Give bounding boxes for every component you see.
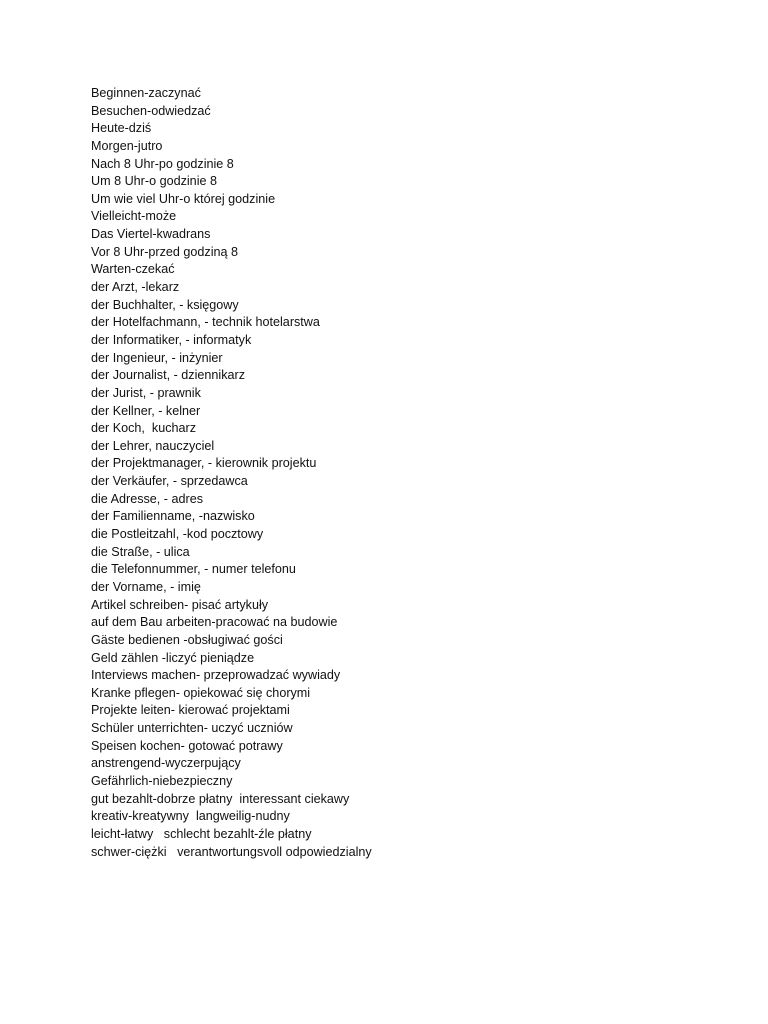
vocabulary-line: Projekte leiten- kierować projektami <box>91 703 290 718</box>
vocabulary-line: Um 8 Uhr-o godzinie 8 <box>91 174 217 189</box>
vocabulary-line: der Projektmanager, - kierownik projektu <box>91 456 317 471</box>
vocabulary-line: der Kellner, - kelner <box>91 403 201 418</box>
vocabulary-line: Kranke pflegen- opiekować się chorymi <box>91 685 311 700</box>
vocabulary-line: Schüler unterrichten- uczyć uczniów <box>91 721 293 736</box>
vocabulary-line: die Straße, - ulica <box>91 544 190 559</box>
vocabulary-line: der Koch, kucharz <box>91 421 196 436</box>
vocabulary-line: Vor 8 Uhr-przed godziną 8 <box>91 244 239 259</box>
vocabulary-line: Artikel schreiben- pisać artykuły <box>91 597 269 612</box>
vocabulary-line: der Informatiker, - informatyk <box>91 332 252 347</box>
vocabulary-line: Heute-dziś <box>91 121 152 136</box>
vocabulary-line: auf dem Bau arbeiten-pracować na budowie <box>91 615 338 630</box>
vocabulary-line: Beginnen-zaczynać <box>91 86 201 100</box>
vocabulary-line: der Vorname, - imię <box>91 579 201 594</box>
vocabulary-line: der Buchhalter, - księgowy <box>91 297 239 312</box>
vocabulary-line: Besuchen-odwiedzać <box>91 103 211 118</box>
vocabulary-line: Nach 8 Uhr-po godzinie 8 <box>91 156 234 171</box>
vocabulary-line: Vielleicht-może <box>91 209 177 224</box>
vocabulary-line: Warten-czekać <box>91 262 175 277</box>
vocabulary-line: Das Viertel-kwadrans <box>91 227 211 242</box>
vocabulary-line: der Journalist, - dziennikarz <box>91 368 245 383</box>
vocabulary-line: schwer-ciężki verantwortungsvoll odpowiedzialny <box>91 844 372 859</box>
vocabulary-line: der Arzt, -lekarz <box>91 280 180 295</box>
vocabulary-line: der Jurist, - prawnik <box>91 385 201 400</box>
vocabulary-line: Gefährlich-niebezpieczny <box>91 773 233 788</box>
vocabulary-line: gut bezahlt-dobrze płatny interessant ciekawy <box>91 791 350 806</box>
vocabulary-line: Morgen-jutro <box>91 138 163 153</box>
vocabulary-line: kreativ-kreatywny langweilig-nudny <box>91 809 290 824</box>
vocabulary-line: der Lehrer, nauczyciel <box>91 438 215 453</box>
vocabulary-line: der Familienname, -nazwisko <box>91 509 255 524</box>
vocabulary-line: leicht-łatwy schlecht bezahlt-źle płatny <box>91 826 312 841</box>
vocabulary-line: anstrengend-wyczerpujący <box>91 756 241 771</box>
vocabulary-line: die Telefonnummer, - numer telefonu <box>91 562 296 577</box>
vocabulary-line: die Adresse, - adres <box>91 491 204 506</box>
vocabulary-line: der Hotelfachmann, - technik hotelarstwa <box>91 315 320 330</box>
vocabulary-list <box>91 85 372 861</box>
vocabulary-line: die Postleitzahl, -kod pocztowy <box>91 527 264 542</box>
vocabulary-line: Speisen kochen- gotować potrawy <box>91 738 283 753</box>
vocabulary-line: der Verkäufer, - sprzedawca <box>91 474 248 489</box>
vocabulary-line: Um wie viel Uhr-o której godzinie <box>91 191 276 206</box>
vocabulary-line: Geld zählen -liczyć pieniądze <box>91 650 255 665</box>
vocabulary-line: Interviews machen- przeprowadzać wywiady <box>91 668 341 683</box>
vocabulary-line: Gäste bedienen -obsługiwać gości <box>91 632 283 647</box>
vocabulary-line: der Ingenieur, - inżynier <box>91 350 223 365</box>
